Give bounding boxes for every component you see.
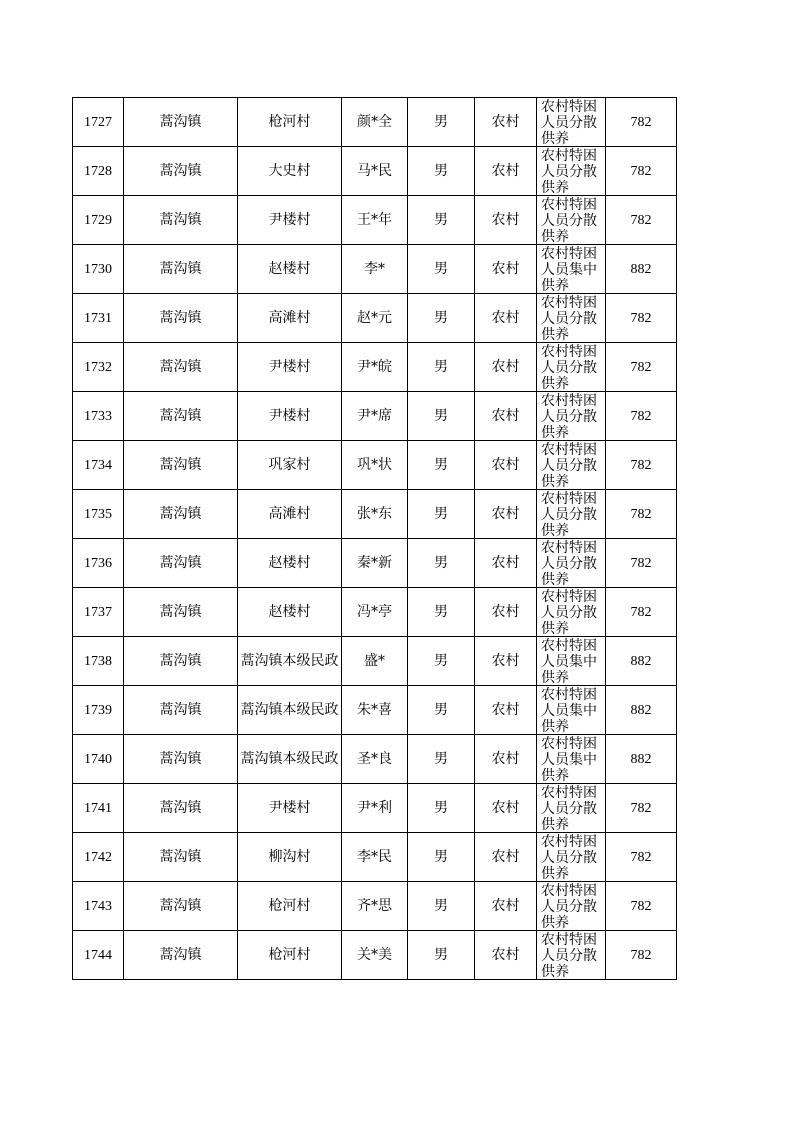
gender-cell: 男 bbox=[408, 882, 475, 931]
support-type-cell bbox=[537, 147, 606, 196]
serial-number-cell: 1743 bbox=[73, 882, 124, 931]
relief-roster-table bbox=[72, 97, 677, 980]
support-type-text: 农村特困人员分散供养 bbox=[541, 785, 597, 832]
village-cell: 枪河村 bbox=[238, 98, 342, 147]
table-row bbox=[73, 784, 677, 833]
gender-cell: 男 bbox=[408, 196, 475, 245]
support-type-cell bbox=[537, 784, 606, 833]
table-row bbox=[73, 833, 677, 882]
residence-type-cell: 农村 bbox=[475, 343, 537, 392]
amount-cell: 782 bbox=[606, 882, 677, 931]
serial-number-cell: 1737 bbox=[73, 588, 124, 637]
table-row bbox=[73, 637, 677, 686]
table-row bbox=[73, 343, 677, 392]
serial-number-cell: 1731 bbox=[73, 294, 124, 343]
support-type-cell bbox=[537, 490, 606, 539]
village-cell: 赵楼村 bbox=[238, 588, 342, 637]
support-type-text: 农村特困人员分散供养 bbox=[541, 99, 597, 146]
amount-cell: 782 bbox=[606, 294, 677, 343]
village-cell: 枪河村 bbox=[238, 931, 342, 980]
table-row bbox=[73, 588, 677, 637]
gender-cell: 男 bbox=[408, 931, 475, 980]
residence-type-cell: 农村 bbox=[475, 931, 537, 980]
amount-cell: 782 bbox=[606, 588, 677, 637]
table-row bbox=[73, 735, 677, 784]
table-row bbox=[73, 441, 677, 490]
residence-type-cell: 农村 bbox=[475, 833, 537, 882]
amount-cell: 782 bbox=[606, 490, 677, 539]
support-type-cell bbox=[537, 196, 606, 245]
town-cell: 蒿沟镇 bbox=[124, 637, 238, 686]
support-type-cell bbox=[537, 98, 606, 147]
support-type-text: 农村特困人员分散供养 bbox=[541, 834, 597, 881]
gender-cell: 男 bbox=[408, 490, 475, 539]
support-type-cell bbox=[537, 294, 606, 343]
town-cell: 蒿沟镇 bbox=[124, 98, 238, 147]
village-cell: 枪河村 bbox=[238, 882, 342, 931]
town-cell: 蒿沟镇 bbox=[124, 686, 238, 735]
person-name-cell: 盛* bbox=[342, 637, 408, 686]
town-cell: 蒿沟镇 bbox=[124, 245, 238, 294]
residence-type-cell: 农村 bbox=[475, 294, 537, 343]
village-cell: 蒿沟镇本级民政 bbox=[238, 735, 342, 784]
residence-type-cell: 农村 bbox=[475, 98, 537, 147]
serial-number-cell: 1734 bbox=[73, 441, 124, 490]
town-cell: 蒿沟镇 bbox=[124, 539, 238, 588]
person-name-cell: 颜*全 bbox=[342, 98, 408, 147]
serial-number-cell: 1738 bbox=[73, 637, 124, 686]
residence-type-cell: 农村 bbox=[475, 686, 537, 735]
support-type-text: 农村特困人员分散供养 bbox=[541, 295, 597, 342]
serial-number-cell: 1728 bbox=[73, 147, 124, 196]
serial-number-cell: 1742 bbox=[73, 833, 124, 882]
support-type-cell bbox=[537, 931, 606, 980]
support-type-text: 农村特困人员分散供养 bbox=[541, 491, 597, 538]
village-cell: 尹楼村 bbox=[238, 196, 342, 245]
village-cell: 巩家村 bbox=[238, 441, 342, 490]
amount-cell: 782 bbox=[606, 98, 677, 147]
town-cell: 蒿沟镇 bbox=[124, 735, 238, 784]
amount-cell: 782 bbox=[606, 392, 677, 441]
residence-type-cell: 农村 bbox=[475, 392, 537, 441]
town-cell: 蒿沟镇 bbox=[124, 343, 238, 392]
town-cell: 蒿沟镇 bbox=[124, 833, 238, 882]
village-cell: 赵楼村 bbox=[238, 245, 342, 294]
support-type-cell bbox=[537, 833, 606, 882]
person-name-cell: 圣*良 bbox=[342, 735, 408, 784]
amount-cell: 882 bbox=[606, 735, 677, 784]
town-cell: 蒿沟镇 bbox=[124, 490, 238, 539]
village-cell: 蒿沟镇本级民政 bbox=[238, 686, 342, 735]
serial-number-cell: 1729 bbox=[73, 196, 124, 245]
person-name-cell: 李*民 bbox=[342, 833, 408, 882]
gender-cell: 男 bbox=[408, 147, 475, 196]
town-cell: 蒿沟镇 bbox=[124, 441, 238, 490]
support-type-cell bbox=[537, 882, 606, 931]
serial-number-cell: 1732 bbox=[73, 343, 124, 392]
table-row bbox=[73, 98, 677, 147]
support-type-text: 农村特困人员分散供养 bbox=[541, 589, 597, 636]
residence-type-cell: 农村 bbox=[475, 637, 537, 686]
town-cell: 蒿沟镇 bbox=[124, 882, 238, 931]
gender-cell: 男 bbox=[408, 539, 475, 588]
person-name-cell: 关*美 bbox=[342, 931, 408, 980]
serial-number-cell: 1733 bbox=[73, 392, 124, 441]
person-name-cell: 冯*亭 bbox=[342, 588, 408, 637]
gender-cell: 男 bbox=[408, 98, 475, 147]
town-cell: 蒿沟镇 bbox=[124, 931, 238, 980]
gender-cell: 男 bbox=[408, 294, 475, 343]
person-name-cell: 李* bbox=[342, 245, 408, 294]
village-cell: 尹楼村 bbox=[238, 784, 342, 833]
amount-cell: 782 bbox=[606, 441, 677, 490]
support-type-text: 农村特困人员分散供养 bbox=[541, 442, 597, 489]
amount-cell: 782 bbox=[606, 784, 677, 833]
support-type-cell bbox=[537, 735, 606, 784]
village-cell: 赵楼村 bbox=[238, 539, 342, 588]
support-type-text: 农村特困人员分散供养 bbox=[541, 344, 597, 391]
residence-type-cell: 农村 bbox=[475, 147, 537, 196]
table-row bbox=[73, 196, 677, 245]
serial-number-cell: 1727 bbox=[73, 98, 124, 147]
village-cell: 蒿沟镇本级民政 bbox=[238, 637, 342, 686]
table-row bbox=[73, 490, 677, 539]
table-row bbox=[73, 686, 677, 735]
table-row bbox=[73, 245, 677, 294]
town-cell: 蒿沟镇 bbox=[124, 392, 238, 441]
person-name-cell: 王*年 bbox=[342, 196, 408, 245]
person-name-cell: 张*东 bbox=[342, 490, 408, 539]
support-type-text: 农村特困人员集中供养 bbox=[541, 736, 597, 783]
town-cell: 蒿沟镇 bbox=[124, 294, 238, 343]
support-type-text: 农村特困人员集中供养 bbox=[541, 246, 597, 293]
residence-type-cell: 农村 bbox=[475, 882, 537, 931]
person-name-cell: 巩*状 bbox=[342, 441, 408, 490]
town-cell: 蒿沟镇 bbox=[124, 196, 238, 245]
amount-cell: 782 bbox=[606, 147, 677, 196]
residence-type-cell: 农村 bbox=[475, 588, 537, 637]
person-name-cell: 齐*思 bbox=[342, 882, 408, 931]
serial-number-cell: 1735 bbox=[73, 490, 124, 539]
table-row bbox=[73, 882, 677, 931]
residence-type-cell: 农村 bbox=[475, 735, 537, 784]
residence-type-cell: 农村 bbox=[475, 245, 537, 294]
gender-cell: 男 bbox=[408, 735, 475, 784]
person-name-cell: 尹*利 bbox=[342, 784, 408, 833]
table-row bbox=[73, 147, 677, 196]
gender-cell: 男 bbox=[408, 441, 475, 490]
town-cell: 蒿沟镇 bbox=[124, 588, 238, 637]
amount-cell: 782 bbox=[606, 833, 677, 882]
gender-cell: 男 bbox=[408, 784, 475, 833]
person-name-cell: 尹*席 bbox=[342, 392, 408, 441]
amount-cell: 882 bbox=[606, 637, 677, 686]
amount-cell: 782 bbox=[606, 196, 677, 245]
person-name-cell: 秦*新 bbox=[342, 539, 408, 588]
village-cell: 尹楼村 bbox=[238, 343, 342, 392]
amount-cell: 782 bbox=[606, 343, 677, 392]
person-name-cell: 马*民 bbox=[342, 147, 408, 196]
residence-type-cell: 农村 bbox=[475, 196, 537, 245]
support-type-text: 农村特困人员分散供养 bbox=[541, 393, 597, 440]
support-type-text: 农村特困人员分散供养 bbox=[541, 540, 597, 587]
support-type-text: 农村特困人员分散供养 bbox=[541, 148, 597, 195]
support-type-cell bbox=[537, 441, 606, 490]
support-type-text: 农村特困人员分散供养 bbox=[541, 197, 597, 244]
village-cell: 高滩村 bbox=[238, 490, 342, 539]
person-name-cell: 尹*皖 bbox=[342, 343, 408, 392]
amount-cell: 782 bbox=[606, 931, 677, 980]
support-type-text: 农村特困人员集中供养 bbox=[541, 638, 597, 685]
serial-number-cell: 1740 bbox=[73, 735, 124, 784]
person-name-cell: 赵*元 bbox=[342, 294, 408, 343]
table-body bbox=[73, 98, 677, 980]
residence-type-cell: 农村 bbox=[475, 490, 537, 539]
amount-cell: 882 bbox=[606, 245, 677, 294]
amount-cell: 882 bbox=[606, 686, 677, 735]
support-type-text: 农村特困人员集中供养 bbox=[541, 687, 597, 734]
support-type-cell bbox=[537, 637, 606, 686]
support-type-cell bbox=[537, 392, 606, 441]
village-cell: 尹楼村 bbox=[238, 392, 342, 441]
support-type-cell bbox=[537, 343, 606, 392]
support-type-text: 农村特困人员分散供养 bbox=[541, 883, 597, 930]
serial-number-cell: 1736 bbox=[73, 539, 124, 588]
gender-cell: 男 bbox=[408, 392, 475, 441]
village-cell: 高滩村 bbox=[238, 294, 342, 343]
residence-type-cell: 农村 bbox=[475, 441, 537, 490]
amount-cell: 782 bbox=[606, 539, 677, 588]
serial-number-cell: 1730 bbox=[73, 245, 124, 294]
gender-cell: 男 bbox=[408, 343, 475, 392]
table-row bbox=[73, 294, 677, 343]
residence-type-cell: 农村 bbox=[475, 784, 537, 833]
table-row bbox=[73, 539, 677, 588]
support-type-cell bbox=[537, 588, 606, 637]
support-type-text: 农村特困人员分散供养 bbox=[541, 932, 597, 979]
table-row bbox=[73, 392, 677, 441]
residence-type-cell: 农村 bbox=[475, 539, 537, 588]
gender-cell: 男 bbox=[408, 833, 475, 882]
gender-cell: 男 bbox=[408, 245, 475, 294]
gender-cell: 男 bbox=[408, 637, 475, 686]
gender-cell: 男 bbox=[408, 686, 475, 735]
village-cell: 柳沟村 bbox=[238, 833, 342, 882]
person-name-cell: 朱*喜 bbox=[342, 686, 408, 735]
support-type-cell bbox=[537, 539, 606, 588]
serial-number-cell: 1741 bbox=[73, 784, 124, 833]
serial-number-cell: 1739 bbox=[73, 686, 124, 735]
village-cell: 大史村 bbox=[238, 147, 342, 196]
table-row bbox=[73, 931, 677, 980]
support-type-cell bbox=[537, 245, 606, 294]
town-cell: 蒿沟镇 bbox=[124, 147, 238, 196]
serial-number-cell: 1744 bbox=[73, 931, 124, 980]
gender-cell: 男 bbox=[408, 588, 475, 637]
town-cell: 蒿沟镇 bbox=[124, 784, 238, 833]
support-type-cell bbox=[537, 686, 606, 735]
